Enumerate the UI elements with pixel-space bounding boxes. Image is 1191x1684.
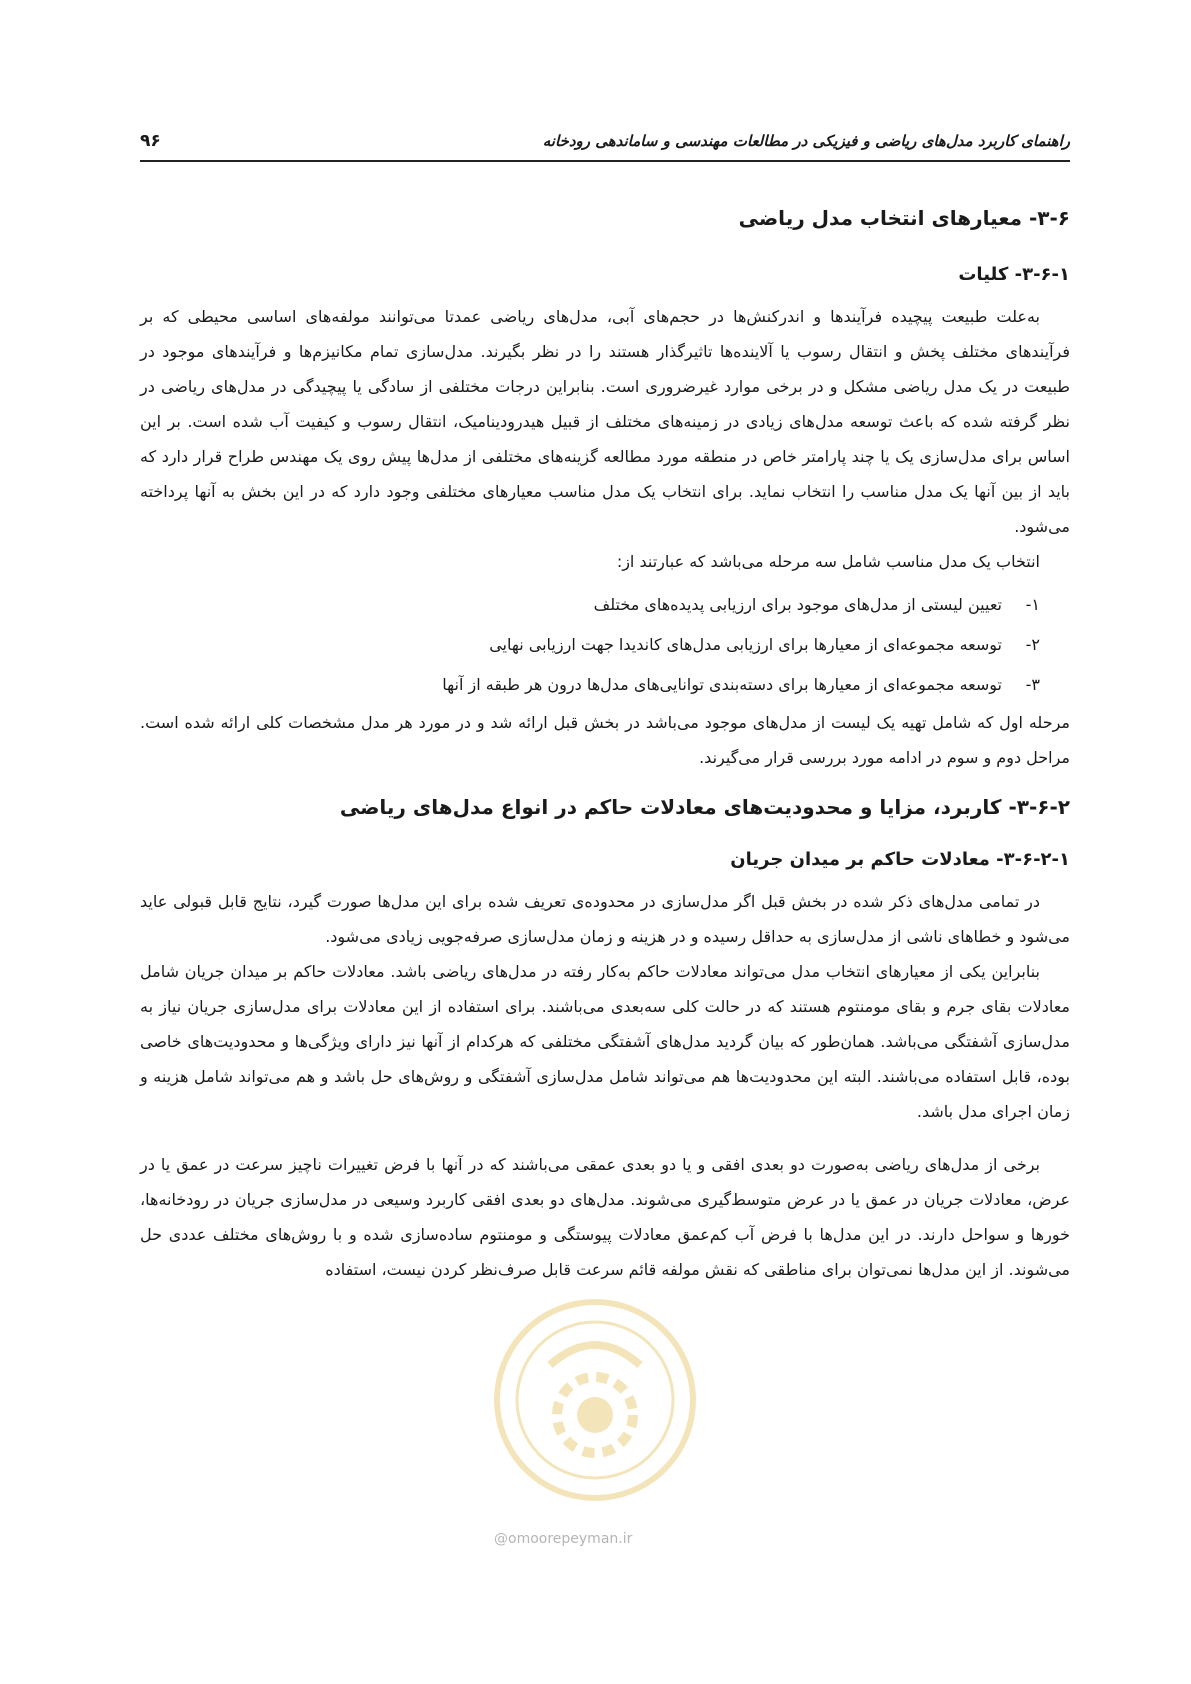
selection-steps-list (140, 585, 1070, 705)
header-title: راهنمای کاربرد مدل‌های ریاضی و فیزیکی در مطالعات مهندسی و ساماندهی رودخانه (542, 132, 1070, 150)
watermark-logo (490, 1295, 700, 1505)
running-header (140, 126, 1070, 162)
watermark-url-text: omoorepeyman.ir (508, 1531, 633, 1547)
list-item-number: ۳- (1025, 675, 1040, 694)
section-heading-3-6-2: ۳-۶-۲- کاربرد، مزایا و محدودیت‌های معادلات حاکم در انواع مدل‌های ریاضی (339, 795, 1070, 819)
paragraph-flow-equations-1: در تمامی مدل‌های ذکر شده در بخش قبل اگر مدل‌سازی در محدوده‌ی تعریف شده برای این مدل‌ها صورت گیرد، نتایج قابل قبولی عاید می‌شود و خطاهای ناشی از مدل‌سازی به حداقل رسیده و در هزینه و زمان مدل‌سازی صرفه‌جویی زیادی می‌شود. (140, 892, 1070, 946)
paragraph-flow-equations-2: بنابراین یکی از معیارهای انتخاب مدل می‌تواند معادلات حاکم به‌کار رفته در مدل‌های ریاضی باشد. معادلات حاکم بر میدان جریان شامل معادلات بقای جرم و بقای مومنتوم هستند که در حالت کلی سه‌بعدی می‌باشند. برای استفاده از این معادلات برای مدل‌سازی جریان نیاز به مدل‌سازی آشفتگی می‌باشد. همان‌طور که بیان گردید مدل‌های آشفتگی مختلفی که هرکدام از آنها نیز دارای ویژگی‌ها و محدودیت‌های خاصی بوده، قابل استفاده می‌باشند. البته این محدودیت‌ها هم می‌تواند شامل مدل‌سازی آشفتگی و روش‌های حل باشد و هم می‌تواند شامل هزینه و زمان اجرای مدل باشد. (140, 962, 1070, 1121)
at-icon: @ (494, 1531, 508, 1547)
watermark-url (494, 1531, 632, 1547)
paragraph-generalities-1: به‌علت طبیعت پیچیده فرآیندها و اندرکنش‌ها در حجم‌های آبی، مدل‌های ریاضی عمدتا می‌توانند مولفه‌های اساسی محیطی که بر فرآیندهای مختلف پخش و انتقال رسوب یا آلاینده‌ها تاثیرگذار هستند را در نظر بگیرند. مدل‌سازی تمام مکانیزم‌ها و فرآیندهای موجود در طبیعت در یک مدل ریاضی مشکل و در برخی موارد غیرضروری است. بنابراین درجات مختلفی از سادگی یا پیچیدگی در مدل‌های ریاضی در نظر گرفته شده که باعث توسعه مدل‌های زیادی در زمینه‌های مختلف از قبیل هیدرودینامیک، انتقال رسوب و کیفیت آب شده است. بر این اساس برای مدل‌سازی یک یا چند پارامتر خاص در منطقه مورد مطالعه گزینه‌های مختلفی از مدل‌ها پیش روی یک مهندس طراح قرار دارد که باید از بین آنها یک مدل مناسب را انتخاب نماید. برای انتخاب یک مدل مناسب معیارهای مختلفی وجود دارد که در این بخش به آنها پرداخته می‌شود. (140, 307, 1070, 536)
list-item-text: توسعه مجموعه‌ای از معیارها برای ارزیابی مدل‌های کاندیدا جهت ارزیابی نهایی (489, 635, 1002, 654)
list-item (140, 625, 1040, 665)
paragraph-generalities-2: انتخاب یک مدل مناسب شامل سه مرحله می‌باشد که عبارتند از: (616, 552, 1040, 571)
page-content (140, 206, 1070, 1287)
list-item-text: تعیین لیستی از مدل‌های موجود برای ارزیابی پدیده‌های مختلف (593, 595, 1002, 614)
list-item-number: ۲- (1025, 635, 1040, 654)
section-heading-3-6: ۳-۶- معیارهای انتخاب مدل ریاضی (738, 206, 1070, 230)
section-heading-3-6-1: ۳-۶-۱- کلیات (958, 264, 1070, 285)
list-item-text: توسعه مجموعه‌ای از معیارها برای دسته‌بندی توانایی‌های مدل‌ها درون هر طبقه از آنها (442, 675, 1002, 694)
paragraph-generalities-3: مرحله اول که شامل تهیه یک لیست از مدل‌های موجود می‌باشد در بخش قبل ارائه شد و در مورد هر مدل مشخصات کلی ارائه شده است. مراحل دوم و سوم در ادامه مورد بررسی قرار می‌گیرند. (140, 713, 1070, 767)
list-item (140, 665, 1040, 705)
page-number: ۹۶ (140, 131, 161, 151)
paragraph-flow-equations-3: برخی از مدل‌های ریاضی به‌صورت دو بعدی افقی و یا دو بعدی عمقی می‌باشند که در آنها با فرض تغییرات ناچیز سرعت در عمق یا در عرض، معادلات جریان در عمق یا در عرض متوسط‌گیری می‌شوند. مدل‌های دو بعدی افقی کاربرد وسیعی در مدل‌سازی جریان در رودخانه‌ها، خورها و سواحل دارند. در این مدل‌ها با فرض آب کم‌عمق معادلات پیوستگی و مومنتوم ساده‌سازی شده و با روش‌های مختلف عددی حل می‌شوند. از این مدل‌ها نمی‌توان برای مناطقی که نقش مولفه قائم سرعت قابل صرف‌نظر کردن نیست، استفاده (140, 1155, 1070, 1279)
section-heading-3-6-2-1: ۳-۶-۲-۱- معادلات حاکم بر میدان جریان (730, 849, 1070, 870)
list-item-number: ۱- (1025, 595, 1040, 614)
list-item (140, 585, 1040, 625)
